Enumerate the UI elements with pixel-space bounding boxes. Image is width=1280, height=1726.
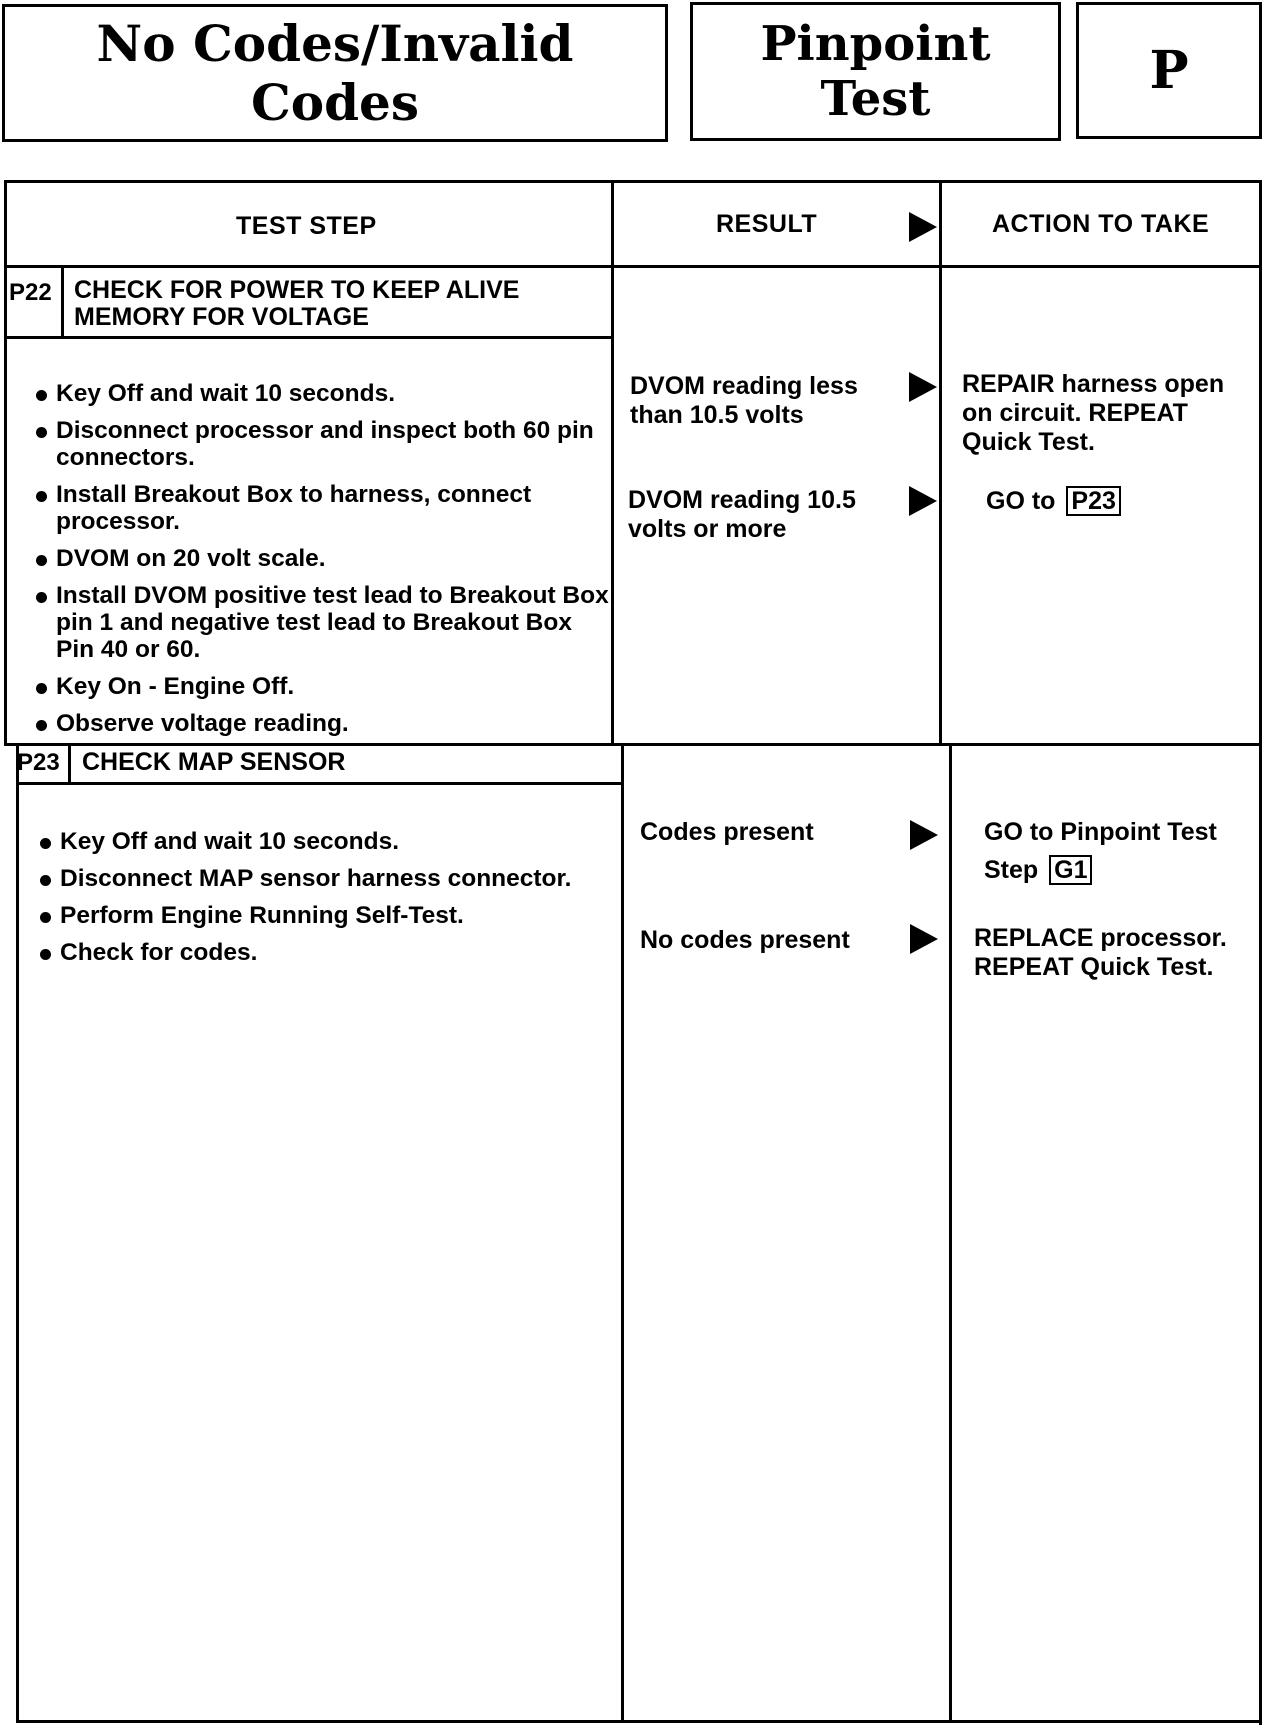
page-title (2, 4, 668, 142)
p22-action-1: REPAIR harness open on circuit. REPEAT Quick Test. (962, 370, 1225, 456)
table-bottom-border (16, 1720, 1262, 1723)
step-title-p23: CHECK MAP SENSOR (82, 748, 346, 776)
result-arrow-icon (910, 820, 938, 850)
column-header-test-step: TEST STEP (236, 212, 377, 240)
column-header-action: ACTION TO TAKE (992, 210, 1210, 238)
list-item: Install DVOM positive test lead to Breakout Box pin 1 and negative test lead to Breakout Box Pin 40 or 60. (34, 582, 614, 663)
table-right-border (1259, 180, 1262, 1725)
step-title-p22: CHECK FOR POWER TO KEEP ALIVE MEMORY FOR VOLTAGE (74, 276, 520, 331)
list-item: Key Off and wait 10 seconds. (38, 828, 628, 855)
col-divider-2-lower (949, 745, 952, 1720)
section-letter (1076, 2, 1262, 139)
p22-header-bottom (4, 336, 614, 339)
pinpoint-line-1: Pinpoint (760, 15, 991, 72)
step-id-p23: P23 (17, 749, 60, 776)
p23-bullet-list (38, 828, 628, 976)
result-arrow-icon (909, 212, 937, 242)
list-item: Install Breakout Box to harness, connect processor. (34, 481, 614, 535)
list-item: Disconnect MAP sensor harness connector. (38, 865, 628, 892)
p22-result-1: DVOM reading less than 10.5 volts (630, 372, 858, 429)
result-arrow-icon (910, 924, 938, 954)
header-row-divider (4, 265, 1262, 268)
p22-action-2 (986, 486, 1121, 516)
step-ref-p23[interactable]: P23 (1066, 486, 1120, 516)
list-item: Check for codes. (38, 939, 628, 966)
p22-result-2: DVOM reading 10.5 volts or more (628, 486, 856, 543)
list-item: Key On - Engine Off. (34, 673, 614, 700)
step-ref-g1[interactable]: G1 (1049, 855, 1092, 885)
list-item: Perform Engine Running Self-Test. (38, 902, 628, 929)
list-item: Disconnect processor and inspect both 60 pin connectors. (34, 417, 614, 471)
table-left-border-lower (16, 745, 19, 1720)
p23-header-bottom (16, 782, 624, 785)
p22-id-divider (61, 266, 64, 337)
pinpoint-table (4, 180, 1262, 1726)
pinpoint-test-label (690, 2, 1061, 141)
result-arrow-icon (909, 486, 937, 516)
page-title-text: No Codes/Invalid Codes (96, 14, 574, 132)
p23-result-2: No codes present (640, 926, 850, 954)
goto-pinpoint-label: GO to Pinpoint Test (984, 818, 1217, 846)
list-item: DVOM on 20 volt scale. (34, 545, 614, 572)
p23-id-divider (68, 745, 71, 783)
p22-bullet-list (34, 380, 614, 747)
pinpoint-line-2: Test (820, 70, 931, 127)
step-label: Step (984, 856, 1046, 884)
p23-result-1: Codes present (640, 818, 814, 846)
step-id-p22: P22 (9, 279, 52, 306)
list-item: Observe voltage reading. (34, 710, 614, 737)
column-header-result: RESULT (716, 210, 818, 238)
table-top-border (4, 180, 1262, 183)
section-letter-text: P (1149, 40, 1189, 101)
result-arrow-icon (909, 372, 937, 402)
list-item: Key Off and wait 10 seconds. (34, 380, 614, 407)
p23-action-2: REPLACE processor. REPEAT Quick Test. (974, 924, 1227, 981)
goto-label: GO to (986, 487, 1063, 515)
p23-action-1 (984, 818, 1254, 885)
